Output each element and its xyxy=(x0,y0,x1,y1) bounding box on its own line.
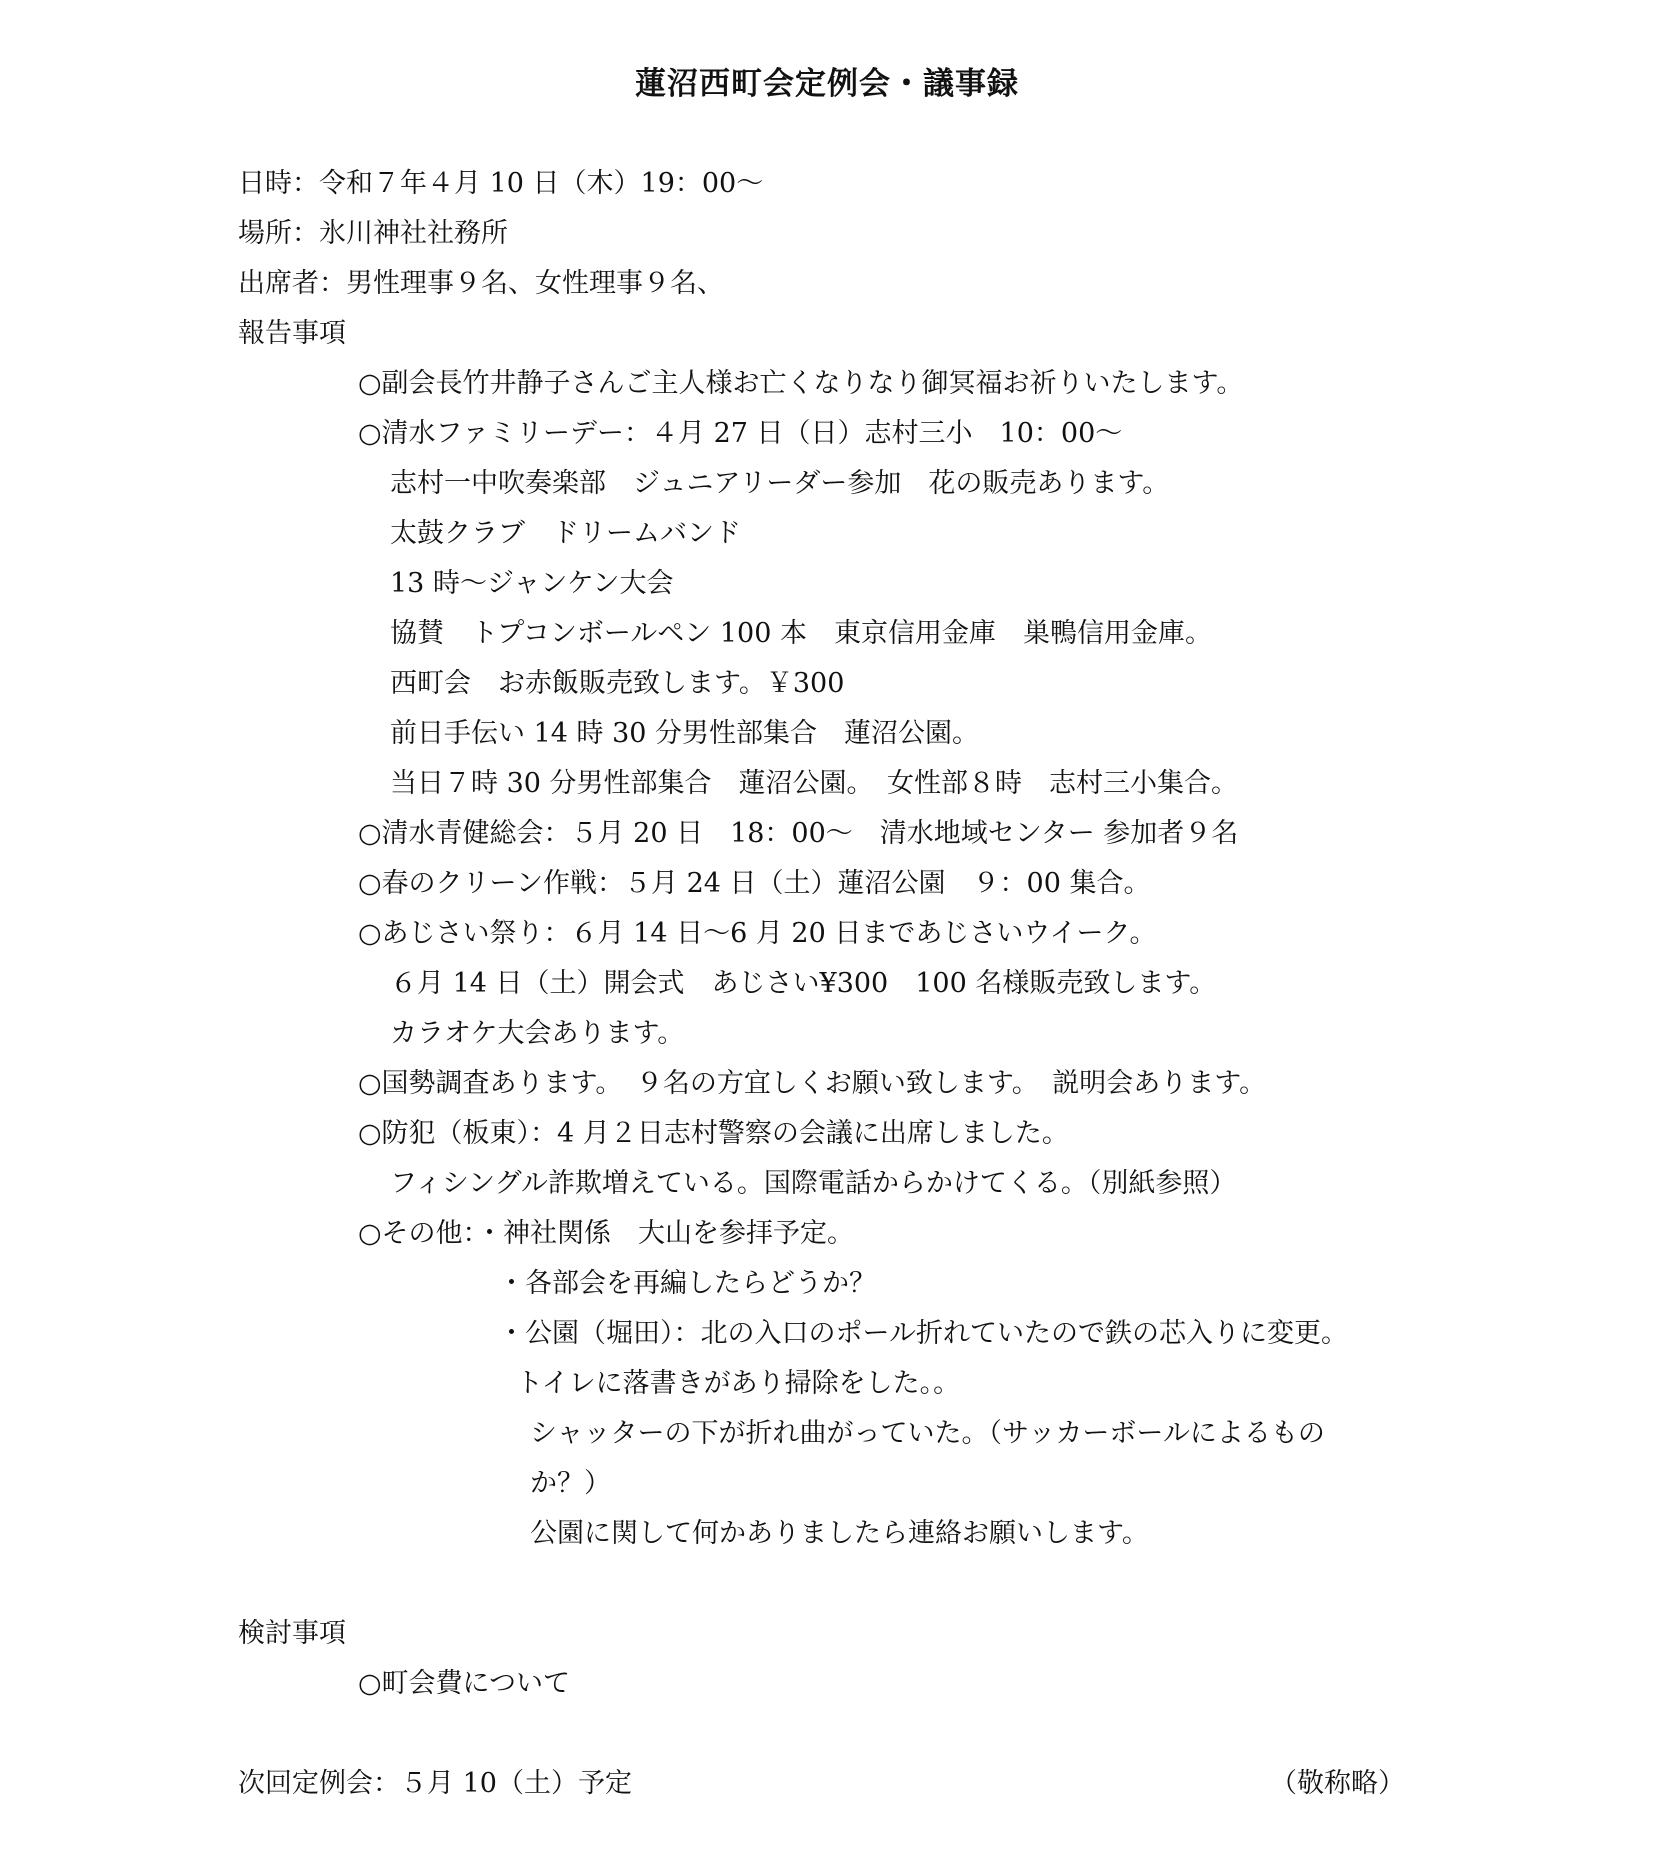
report-line: 協賛 トプコンボールペン 100 本 東京信用金庫 巣鴨信用金庫。 xyxy=(390,618,1212,649)
report-line: ○国勢調査あります。 ９名の方宜しくお願い致します。 説明会あります。 xyxy=(358,1068,1267,1099)
report-line: 西町会 お赤飯販売致します。￥300 xyxy=(390,668,845,699)
discussion-line: ○町会費について xyxy=(358,1668,571,1699)
report-line: ○その他：・神社関係 大山を参拝予定。 xyxy=(358,1218,855,1249)
report-line: か？） xyxy=(530,1468,611,1499)
report-line: 前日手伝い 14 時 30 分男性部集合 蓮沼公園。 xyxy=(390,718,980,749)
report-line: 志村一中吹奏楽部 ジュニアリーダー参加 花の販売あります。 xyxy=(390,468,1170,499)
report-line: ・各部会を再編したらどうか？ xyxy=(498,1268,876,1299)
report-line: ・公園（堀田）：北の入口のポール折れていたので鉄の芯入りに変更。 xyxy=(498,1318,1348,1349)
honorifics-note: （敬称略） xyxy=(1270,1768,1405,1799)
report-line: ６月 14 日（土）開会式 あじさい¥300 100 名様販売致します。 xyxy=(390,968,1217,999)
meeting-attendees: 出席者：男性理事９名、女性理事９名、 xyxy=(238,268,724,299)
report-line: 13 時～ジャンケン大会 xyxy=(390,568,674,599)
report-line: フィシングル詐欺増えている。国際電話からかけてくる。（別紙参照） xyxy=(390,1168,1237,1199)
report-line: 公園に関して何かありましたら連絡お願いします。 xyxy=(530,1518,1149,1549)
report-line: 当日７時 30 分男性部集合 蓮沼公園。 女性部８時 志村三小集合。 xyxy=(390,768,1239,799)
meeting-place: 場所：氷川神社社務所 xyxy=(238,218,508,249)
report-line: カラオケ大会あります。 xyxy=(390,1018,685,1049)
report-line: シャッターの下が折れ曲がっていた。（サッカーボールによるもの xyxy=(530,1418,1325,1449)
next-meeting: 次回定例会：５月 10（土）予定 xyxy=(238,1768,632,1799)
meeting-datetime: 日時：令和７年４月 10 日（木）19：00～ xyxy=(238,168,764,199)
report-line: トイレに落書きがあり掃除をした。。 xyxy=(516,1368,961,1399)
report-line: ○あじさい祭り：６月 14 日～6 月 20 日まであじさいウイーク。 xyxy=(358,918,1157,949)
report-line: ○副会長竹井静子さんご主人様お亡くなりなり御冥福お祈りいたします。 xyxy=(358,368,1244,399)
report-line: ○防犯（板東）：4 月２日志村警察の会議に出席しました。 xyxy=(358,1118,1069,1149)
report-line: ○清水青健総会：５月 20 日 18：00～ 清水地域センター 参加者９名 xyxy=(358,818,1239,849)
report-line: ○春のクリーン作戦：５月 24 日（土）蓮沼公園 ９：00 集合。 xyxy=(358,868,1151,899)
discussion-heading: 検討事項 xyxy=(238,1618,346,1649)
report-line: 太鼓クラブ ドリームバンド xyxy=(390,518,741,549)
report-line: ○清水ファミリーデー：４月 27 日（日）志村三小 10：00～ xyxy=(358,418,1123,449)
report-heading: 報告事項 xyxy=(238,318,346,349)
document-title: 蓮沼西町会定例会・議事録 xyxy=(635,66,1019,102)
